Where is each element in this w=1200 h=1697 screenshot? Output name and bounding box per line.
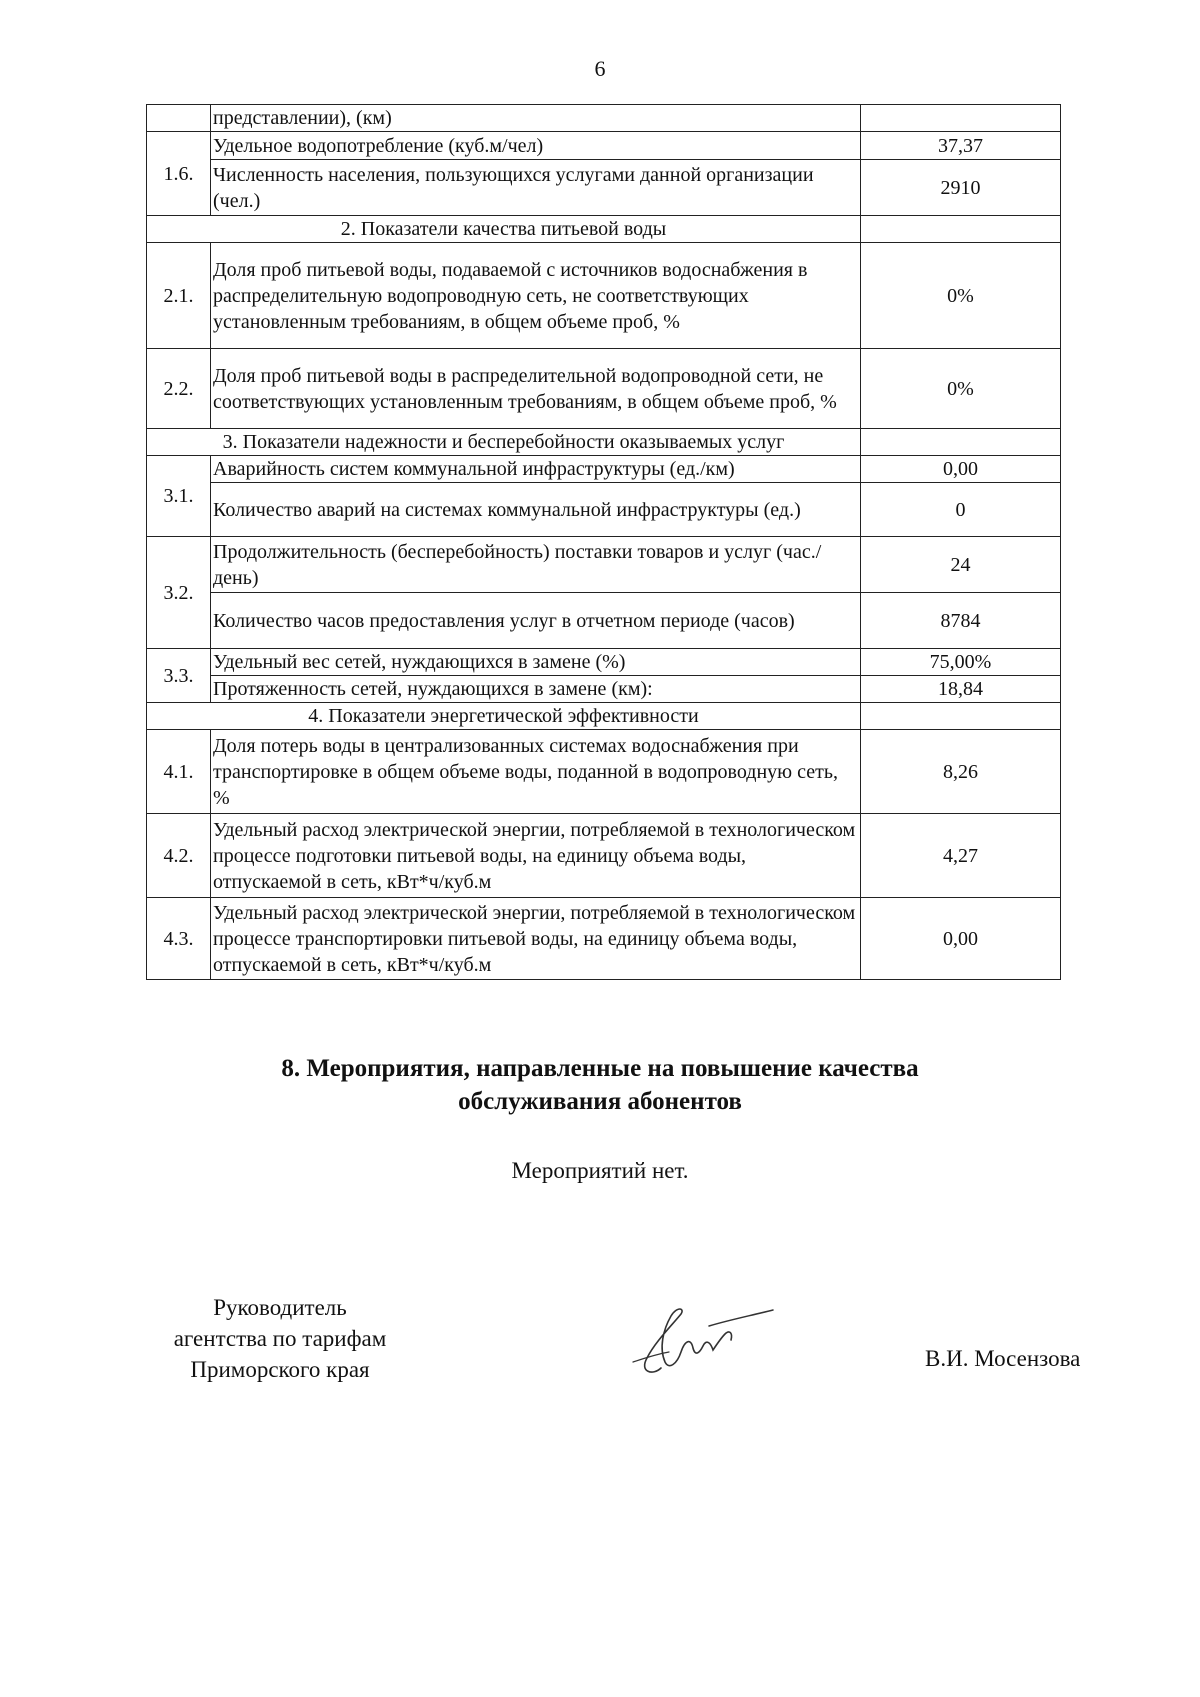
- handwritten-signature: [625, 1298, 775, 1388]
- page-number: 6: [594, 56, 606, 81]
- indicator-description: Количество аварий на системах коммунальной инфраструктуры (ед.): [211, 483, 861, 537]
- table-row: [147, 132, 1061, 160]
- row-number: [147, 105, 211, 132]
- signer-position-line: Руководитель: [213, 1295, 347, 1320]
- section-8-heading-line: 8. Мероприятия, направленные на повышение качества: [281, 1055, 919, 1082]
- section-8-heading: [0, 1052, 1200, 1118]
- indicator-value: [861, 105, 1061, 132]
- section-8-heading-line: обслуживания абонентов: [458, 1088, 742, 1115]
- signer-name: В.И. Мосензова: [925, 1346, 1081, 1371]
- indicator-description: Удельный расход электрической энергии, потребляемой в технологическом процессе транспортировки питьевой воды, на единицу объема воды, отпускаемой в сеть, кВт*ч/куб.м: [211, 898, 861, 980]
- section-row: [147, 216, 1061, 243]
- row-number: 1.6.: [147, 132, 211, 216]
- indicator-description: Численность населения, пользующихся услугами данной организации (чел.): [211, 160, 861, 216]
- table-row: [147, 349, 1061, 429]
- indicators-table: [146, 104, 1061, 980]
- row-number: 4.3.: [147, 898, 211, 980]
- signer-position: [130, 1292, 430, 1385]
- section-row: [147, 703, 1061, 730]
- section-title: 3. Показатели надежности и бесперебойности оказываемых услуг: [147, 429, 861, 456]
- indicator-value: 8784: [861, 593, 1061, 649]
- row-number: 3.1.: [147, 456, 211, 537]
- table-row: [147, 898, 1061, 980]
- indicator-description: Доля проб питьевой воды в распределительной водопроводной сети, не соответствующих установленным требованиям, в общем объеме проб, %: [211, 349, 861, 429]
- indicator-description: Протяженность сетей, нуждающихся в замене (км):: [211, 676, 861, 703]
- table-row: [147, 814, 1061, 898]
- indicator-value: 0,00: [861, 456, 1061, 483]
- row-number: 4.2.: [147, 814, 211, 898]
- indicator-value: 37,37: [861, 132, 1061, 160]
- indicator-description: Удельный расход электрической энергии, потребляемой в технологическом процессе подготовки питьевой воды, на единицу объема воды, отпускаемой в сеть, кВт*ч/куб.м: [211, 814, 861, 898]
- section-title: 2. Показатели качества питьевой воды: [147, 216, 861, 243]
- section-title: 4. Показатели энергетической эффективности: [147, 703, 861, 730]
- section-8-body: Мероприятий нет.: [511, 1158, 689, 1183]
- table-row: [147, 537, 1061, 593]
- table-row: [147, 105, 1061, 132]
- row-number: 3.3.: [147, 649, 211, 703]
- table-row: [147, 456, 1061, 483]
- indicator-value: 75,00%: [861, 649, 1061, 676]
- row-number: 2.1.: [147, 243, 211, 349]
- signer-position-line: Приморского края: [190, 1357, 370, 1382]
- indicator-value: 0,00: [861, 898, 1061, 980]
- indicator-value: 18,84: [861, 676, 1061, 703]
- indicator-description: Удельное водопотребление (куб.м/чел): [211, 132, 861, 160]
- table-row: [147, 160, 1061, 216]
- indicator-description: Доля потерь воды в централизованных системах водоснабжения при транспортировке в общем объеме воды, поданной в водопроводную сеть, %: [211, 730, 861, 814]
- indicator-value: 8,26: [861, 730, 1061, 814]
- indicator-value: 2910: [861, 160, 1061, 216]
- indicator-description: Количество часов предоставления услуг в отчетном периоде (часов): [211, 593, 861, 649]
- row-number: 3.2.: [147, 537, 211, 649]
- table-row: [147, 730, 1061, 814]
- indicator-description: Удельный вес сетей, нуждающихся в замене (%): [211, 649, 861, 676]
- table-row: [147, 593, 1061, 649]
- indicator-value: 0%: [861, 243, 1061, 349]
- indicator-description: Аварийность систем коммунальной инфраструктуры (ед./км): [211, 456, 861, 483]
- row-number: 2.2.: [147, 349, 211, 429]
- indicator-description: представлении), (км): [211, 105, 861, 132]
- section-row: [147, 429, 1061, 456]
- table-row: [147, 676, 1061, 703]
- indicator-value: 0%: [861, 349, 1061, 429]
- table-row: [147, 483, 1061, 537]
- indicator-value: 24: [861, 537, 1061, 593]
- signer-position-line: агентства по тарифам: [173, 1326, 387, 1351]
- indicator-description: Доля проб питьевой воды, подаваемой с источников водоснабжения в распределительную водопроводную сеть, не соответствующих установленным требованиям, в общем объеме проб, %: [211, 243, 861, 349]
- indicator-value: 0: [861, 483, 1061, 537]
- indicator-description: Продолжительность (бесперебойность) поставки товаров и услуг (час./день): [211, 537, 861, 593]
- indicator-value: 4,27: [861, 814, 1061, 898]
- table-row: [147, 649, 1061, 676]
- table-row: [147, 243, 1061, 349]
- row-number: 4.1.: [147, 730, 211, 814]
